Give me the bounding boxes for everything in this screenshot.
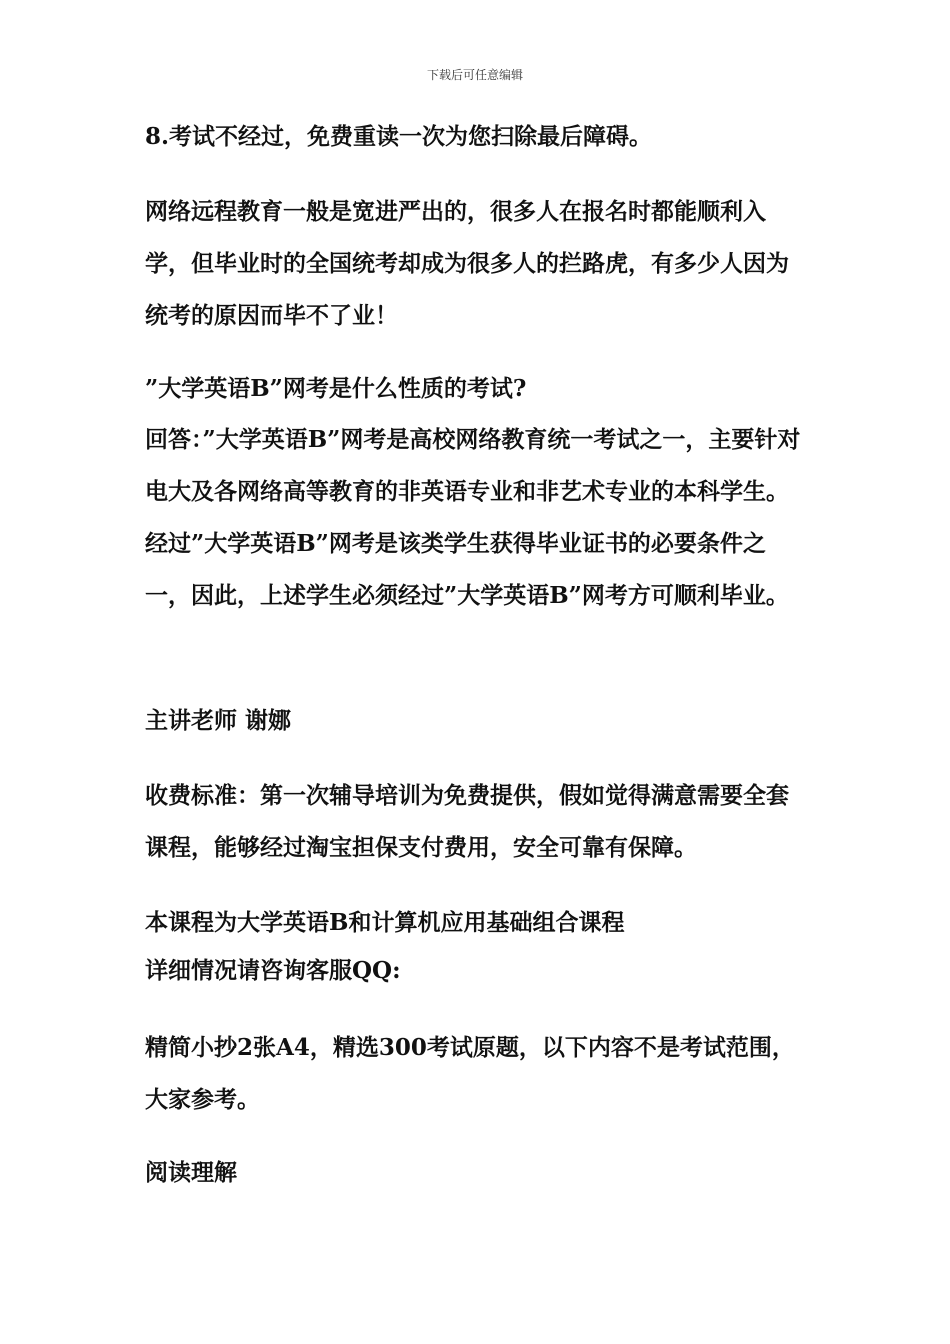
paragraph-question: ”大学英语B”网考是什么性质的考试?: [145, 375, 527, 402]
paragraph-exam-intro: 网络远程教育一般是宽进严出的，很多人在报名时都能顺利入学，但毕业时的全国统考却成为很多人的拦路虎，有多少人因为统考的原因而毕不了业！: [145, 198, 789, 329]
paragraph-contact: 详细情况请咨询客服QQ:: [145, 957, 401, 984]
page-header-note: 下载后可任意编辑: [426, 68, 523, 82]
paragraph-teacher: 主讲老师 谢娜: [145, 707, 292, 734]
paragraph-materials: 精简小抄2张A4，精选300考试原题，以下内容不是考试范围，大家参考。: [145, 1034, 795, 1113]
paragraph-fee: 收费标准：第一次辅导培训为免费提供，假如觉得满意需要全套课程，能够经过淘宝担保支付费用，安全可靠有保障。: [145, 782, 789, 861]
paragraph-retake-offer: 8.考试不经过，免费重读一次为您扫除最后障碍。: [145, 123, 653, 150]
paragraph-answer: 回答：”大学英语B”网考是高校网络教育统一考试之一，主要针对电大及各网络高等教育的非英语专业和非艺术专业的本科学生。经过”大学英语B”网考是该类学生获得毕业证书的必要条件之一，因此，上述学生必须经过”大学英语B”网考方可顺利毕业。: [145, 426, 801, 609]
section-heading-reading: 阅读理解: [145, 1159, 237, 1186]
paragraph-course-combo: 本课程为大学英语B和计算机应用基础组合课程: [145, 909, 625, 936]
